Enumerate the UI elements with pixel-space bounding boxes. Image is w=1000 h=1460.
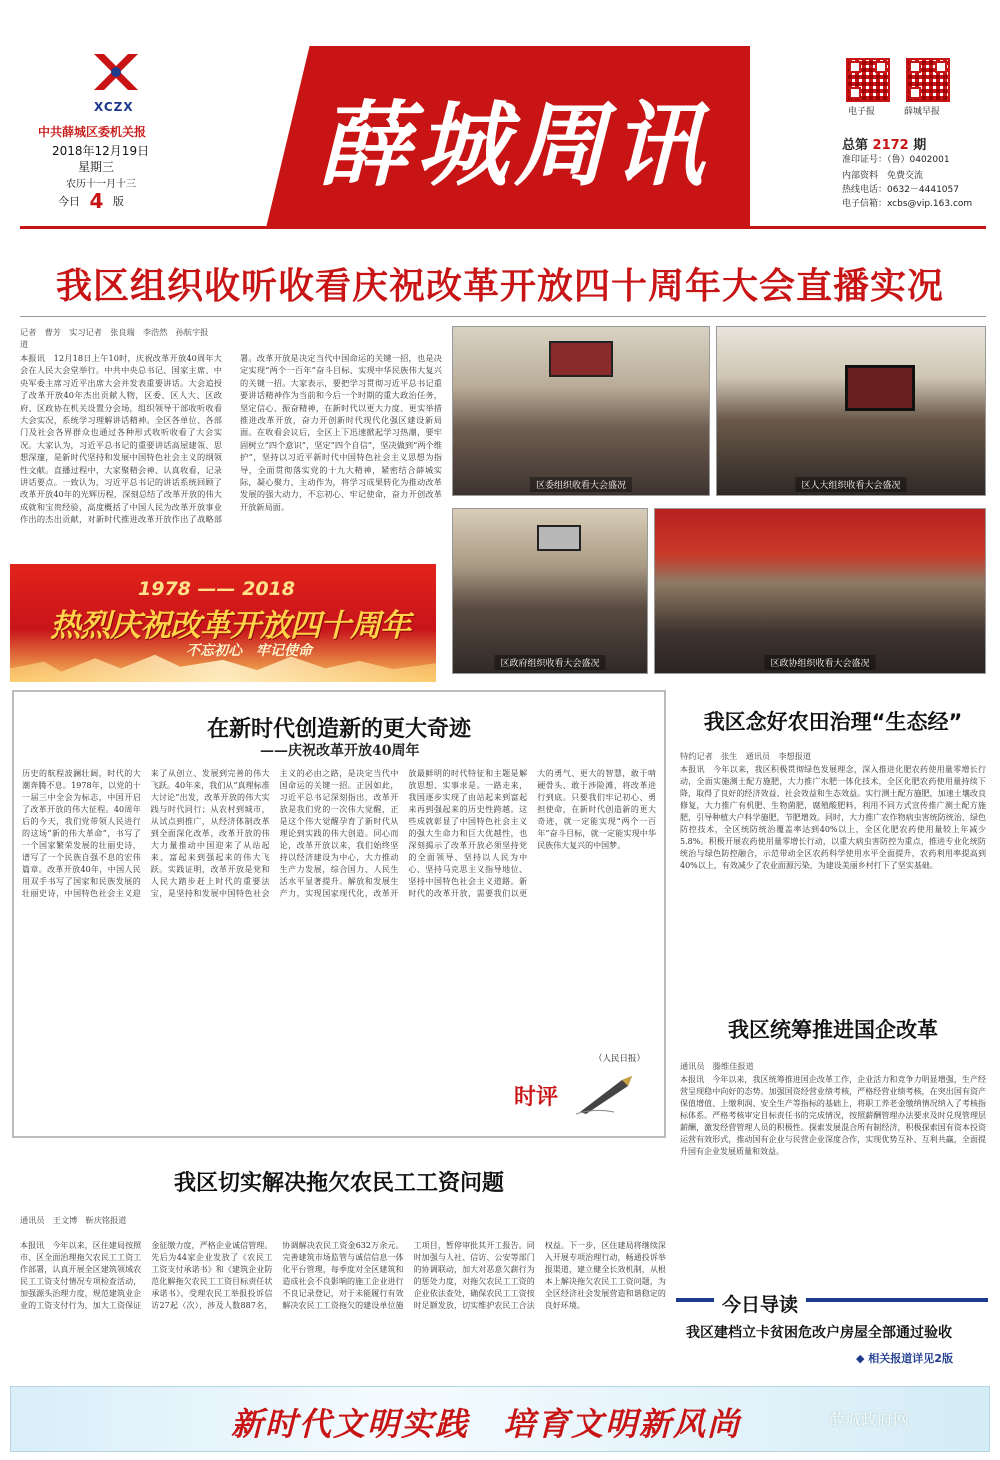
screen <box>549 341 613 377</box>
soe-title: 我区统筹推进国企改革 <box>728 1018 938 1042</box>
page-count-suffix: 版 <box>112 195 124 208</box>
permit-no: 准印证号：（鲁）0402001 <box>842 155 950 165</box>
farmland-body: 本报讯 今年以来，我区积极贯彻绿色发展理念，深入推进化肥农药使用量零增长行动，全面实施测土配方施肥，大力推广水肥一体化技术，全区化肥农药使用量持续下降，取得了良好的经济效益、社会效益和生态效益。实行测土配方施肥，加速土壤改良修复，大力推广有机肥、生物菌肥，腐殖酸肥料，利用不同方式宣传推广测土配方施肥，引导种植大户科学施肥，节肥增效。同时，大力推广农作物病虫害统防统治、绿色防控技术，全区统防统治覆盖率达到40%以上，全区化肥农药使用量较上年减少5.8%。积极开展农药使用量零增长行动，以重大病虫害防控为重点，推进专业化统防统治与绿色防控融合，示范带动全区农药科学使用水平全面提升，农药利用率提高到40%以上，有效减少了农业面源污染，为建设美丽乡村打下了坚实基础。 <box>680 765 986 870</box>
tv-screen <box>845 365 915 411</box>
logo <box>86 50 146 98</box>
soe-byline: 通讯员 滕维佳报道 <box>680 1061 754 1071</box>
commentary-body: 历史的航程波澜壮阔，时代的大潮奔腾不息。1978年，以党的十一届三中全会为标志，中国开启了改革开放的伟大征程。40周年后的今天，我们党带领人民进行的这场“新的伟大革命”，书写了一个国家繁荣发展的壮丽史诗，谱写了一个民族自强不息的宏伟篇章。改革开放40年，中国人民用双手书写了国家和民族发展的壮丽史诗，中国特色社会主义迎来了从创立、发展到完善的伟大飞跃。40年来，我们从“真理标准大讨论”出发，改革开放的伟大实践与时代同行；从农村到城市，从试点到推广，从经济体制改革到全面深化改革，改革开放的伟大力量推动中国迎来了从站起来、富起来到强起来的伟大飞跃。实践证明，改革开放是党和人民大踏步赶上时代的重要法宝，是坚持和发展中国特色社会主义的必由之路，是决定当代中国命运的关键一招。正因如此，习近平总书记深刻指出，改革开放是我们党的一次伟大觉醒，正是这个伟大觉醒孕育了新时代从理论到实践的伟大创造。同心而论，改革开放以来，我们始终坚持以经济建设为中心，大力推动生产力发展，综合国力、人民生活水平显著提升。解放和发展生产力，实现国家现代化，改革开放最鲜明的时代特征和主题是解放思想、实事求是。一路走来，我国逐步实现了由站起来到富起来再到强起来的历史性跨越。这些成就彰显了中国特色社会主义的强大生命力和巨大优越性，也深刻揭示了改革开放必须坚持党的全面领导、坚持以人民为中心、坚持马克思主义指导地位、坚持中国特色社会主义道路。新时代的改革开放，需要我们以更大的勇气、更大的智慧，敢于啃硬骨头、敢于涉险滩，将改革进行到底。只要我们牢记初心、勇担使命，在新时代创造新的更大奇迹，就一定能实现“两个一百年”奋斗目标，就一定能实现中华民族伟大复兴的中国梦。 <box>22 769 656 898</box>
farmland-title: 我区念好农田治理“生态经” <box>703 710 963 734</box>
wage-byline: 通讯员 王文博 靳庆铭报道 <box>20 1215 127 1225</box>
footer-slogan: 新时代文明实践 培育文明新风尚 <box>231 1405 742 1443</box>
soe-body: 本报讯 今年以来，我区统筹推进国企改革工作，企业活力和竞争力明显增强，生产经营呈现稳中向好的态势。加强国资经营业绩考核，严格经营业绩考核，在突出国有资产保值增值、上缴利润、安全生产等指标的基础上，将职工养老金缴纳情况纳入了考核指标体系。严格考核审定目标责任书的完成情况，按照薪酬管理办法要求及时兑现管理层薪酬，激发经营管理人员的积极性。探索发展混合所有制经济，积极探索国有资本投资运营有效形式，推动国有企业与民营企业深度合作，实现优势互补、互利共赢，全面提升国有企业发展质量和效益。 <box>680 1075 986 1156</box>
photo-caption: 区人大组织收看大会盛况 <box>795 477 906 492</box>
banner-years: 1978 —— 2018 <box>138 578 295 600</box>
commentary-source: （人民日报） <box>590 1052 645 1064</box>
issue-prefix: 总第 <box>842 138 869 153</box>
photo-cppcc <box>654 508 986 674</box>
footer-watermark: 薛城政府网 <box>829 1410 910 1429</box>
issue-suffix: 期 <box>913 138 927 153</box>
page-count <box>58 189 124 213</box>
photo-caption: 区政协组织收看大会盛况 <box>764 655 875 670</box>
today-guide-title: 今日导读 <box>714 1290 806 1317</box>
pen-icon <box>574 1072 644 1116</box>
photo-district-committee <box>452 326 710 496</box>
page-count-prefix: 今日 <box>58 195 80 208</box>
wage-title: 我区切实解决拖欠农民工工资问题 <box>173 1171 504 1196</box>
issue-no: 2172 <box>872 138 909 153</box>
logo-mark-icon <box>86 50 146 98</box>
commentary-subtitle: ——庆祝改革开放40周年 <box>260 743 420 759</box>
publisher-name: 中共薛城区委机关报 <box>38 125 147 139</box>
lead-divider <box>20 316 986 317</box>
stamp-text: 时评 <box>514 1085 559 1110</box>
today-guide-headline[interactable]: 我区建档立卡贫困危改户房屋全部通过验收 <box>686 1325 952 1341</box>
commentary-stamp <box>508 1070 648 1120</box>
qr-epaper-label: 电子报 <box>848 107 876 117</box>
masthead-title: 薛城周讯 <box>318 91 711 199</box>
masthead-divider <box>20 226 986 229</box>
issue-number <box>842 134 926 153</box>
email: 电子信箱：xcbs@vip.163.com <box>842 199 973 209</box>
farmland-byline: 特约记者 张生 通讯员 李想报道 <box>680 751 812 761</box>
qr-code-icon <box>908 60 948 100</box>
today-guide-link-text: 相关报道详见2版 <box>868 1352 953 1365</box>
lead-headline: 我区组织收听收看庆祝改革开放四十周年大会直播实况 <box>55 266 944 307</box>
commentary-title: 在新时代创造新的更大奇迹 <box>206 717 471 742</box>
hotline: 热线电话：0632－4441057 <box>842 185 959 195</box>
qr-epaper[interactable] <box>846 58 890 102</box>
footer-banner <box>10 1386 990 1452</box>
qr-morning-label: 薛城早报 <box>904 107 941 117</box>
screen <box>537 525 581 551</box>
banner-main: 热烈庆祝改革开放四十周年 <box>50 608 410 644</box>
issue-date: 2018年12月19日 <box>52 144 150 158</box>
weekday: 星期三 <box>78 160 115 174</box>
today-guide-link[interactable] <box>856 1350 953 1366</box>
lunar-date: 农历十一月十三 <box>66 179 136 190</box>
photo-caption: 区政府组织收看大会盛况 <box>494 655 605 670</box>
logo-text: XCZX <box>94 100 134 114</box>
lead-byline: 记者 曹芳 实习记者 张良瑞 李浩然 孙航宇报道 <box>20 327 209 349</box>
photo-caption: 区委组织收看大会盛况 <box>530 477 632 492</box>
qr-morning[interactable] <box>906 58 950 102</box>
photo-government <box>452 508 648 674</box>
page-count-number: 4 <box>89 189 104 213</box>
qr-code-icon <box>848 60 888 100</box>
internal-note: 内部资料 免费交流 <box>842 171 924 181</box>
lead-body: 本报讯 12月18日上午10时，庆祝改革开放40周年大会在人民大会堂举行。中共中央总书记、国家主席、中央军委主席习近平出席大会并发表重要讲话。大会追授了改革开放40年杰出贡献人物，区委、区人大、区政府、区政协在机关设置分会场，组织领导干部收听收看大会实况，系统学习理解讲话精神。全区各单位、各部门及社会各界群众也通过各种形式收听收看了大会实况。大家认为，习近平总书记的重要讲话高屋建瓴、思想深邃，是新时代坚持和发展中国特色社会主义的纲领性文献。直播过程中，大家聚精会神、认真收看，记录讲话要点。一致认为，习近平总书记的讲话系统回顾了改革开放40年的光辉历程，深刻总结了改革开放的伟大成就和宝贵经验，高度概括了中国人民为改革开放事业作出的杰出贡献，对新时代推进改革开放作出了战略部署。改革开放是决定当代中国命运的关键一招，也是决定实现“两个一百年”奋斗目标、实现中华民族伟大复兴的关键一招。大家表示，要把学习贯彻习近平总书记重要讲话精神作为当前和今后一个时期的重大政治任务，坚定信心、振奋精神，在新时代以更大力度、更实举措推进改革开放，奋力开创新时代现代化强区建设新局面。在收看会议后，全区上下迅速掀起学习热潮，要牢固树立“四个意识”，坚定“四个自信”，坚决做到“两个维护”，坚持以习近平新时代中国特色社会主义思想为指导，全面贯彻落实党的十九大精神，紧密结合薛城实际，凝心聚力、主动作为，将学习成果转化为推动改革发展的强大动力，不忘初心、牢记使命，奋力开创改革开放新局面。 <box>20 353 442 525</box>
wage-body: 本报讯 今年以来，区住建局按照市、区全面治理拖欠农民工工资工作部署，认真开展全区建筑领域农民工工资支付情况专项检查活动，加强源头治理力度，规范建筑业企业的工资支付行为，加大工资保证金征缴力度，严格企业诚信管理。先后为44家企业发放了《农民工工资支付承诺书》和《建筑企业防范化解拖欠农民工工资目标责任状承诺书》，受理农民工举报投诉信访27起（次），涉及人数887名，协调解决农民工资金632万余元。完善建筑市场监管与诚信信息一体化平台管理，每季度对全区建筑和造成社会不良影响的施工企业进行不良记录登记，对于未能履行有效解决农民工工资拖欠的建设单位施工项目，暂停审批其开工报告。同时加强与人社、信访、公安等部门的协调联动，加大对恶意欠薪行为的惩处力度，对拖欠农民工工资的企业依法查处，确保农民工工资按时足额发放，切实维护农民工合法权益。下一步，区住建局将继续深入开展专项治理行动，畅通投诉举报渠道，建立健全长效机制，从根本上解决拖欠农民工工资问题，为全区经济社会发展营造和谐稳定的良好环境。 <box>20 1241 666 1310</box>
diamond-icon: ◆ <box>856 1352 869 1365</box>
banner-slogan: 不忘初心 牢记使命 <box>186 643 312 659</box>
anniversary-banner <box>10 564 436 682</box>
photo-npc <box>716 326 986 496</box>
